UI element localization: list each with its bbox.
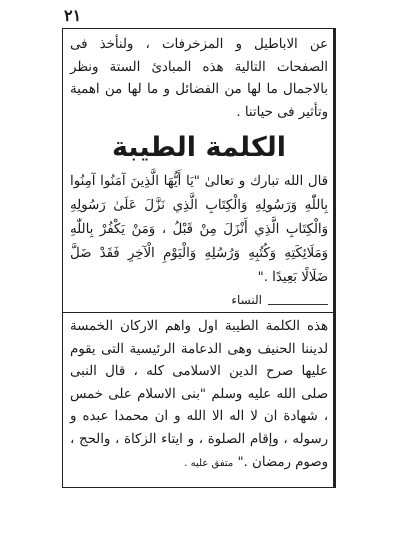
page-number: ٢١ <box>64 6 82 25</box>
citation-dash <box>268 296 328 305</box>
body-text: هذه الكلمة الطيبة اول واهم الاركان الخمسة لديننا الحنيف وهى الدعامة الرئيسية التى يقوم عليها صرح الدين الاسلامى كله ، قال النبى صلى الله عليه وسلم "بنى الاسلام على خمس ، شهادة ان لا اله الا الله و ان محمدا عبده و رسوله ، وإقام الصلوة ، و ايتاء الزكاة ، والحج ، وصوم رمضان ." <box>70 319 328 470</box>
quran-verse: قال الله تبارك و تعالىٰ "يَا أَيُّهَا الَّذِينَ آمَنُوا آمِنُوا بِاللّٰهِ وَرَسُولِهِ وَالْكِتَابِ الَّذِي نَزَّلَ عَلَىٰ رَسُولِهِ وَالْكِتَابِ الَّذِي أَنْزَلَ مِنْ قَبْلُ ، وَمَنْ يَكْفُرْ بِاللّٰهِ وَمَلَائِكَتِهِ وَكُتُبِهِ وَرُسُلِهِ وَالْيَوْمِ الْآخِرِ فَقَدْ ضَلَّ ضَلَالًا بَعِيدًا ." <box>70 174 328 285</box>
section-divider <box>62 312 336 313</box>
section-heading: الكلمة الطيبة <box>111 132 287 163</box>
intro-paragraph: عن الاباطيل و المزخرفات ، ولنأخذ فى الصفحات التالية هذه المبادئ الستة ونظر بالاجمال ما لها من الفضائل و ما لها من اهمية وتأثير فى حياتنا . <box>70 37 328 120</box>
verse-citation <box>70 290 328 310</box>
body-paragraph <box>70 316 328 475</box>
citation-surah: النساء <box>231 293 262 307</box>
page-content <box>70 34 328 475</box>
hadith-note: متفق عليه . <box>184 457 234 469</box>
